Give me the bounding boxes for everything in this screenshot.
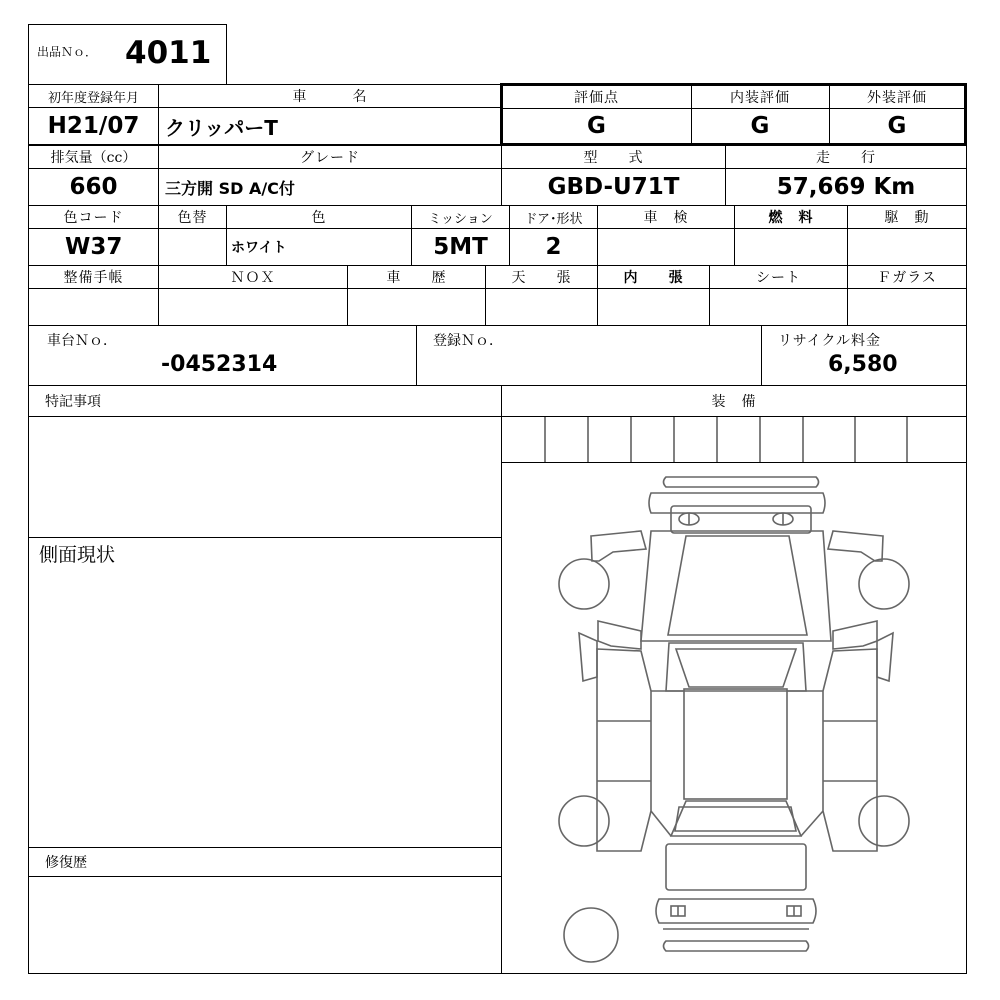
model-label: 型 式 <box>583 150 644 166</box>
seat-value-cell <box>709 288 848 326</box>
repair-history-label: 修復歴 <box>45 855 87 871</box>
inspection-label-cell <box>597 205 735 229</box>
displacement-value: 660 <box>69 174 118 200</box>
sunroof-label-cell <box>485 265 598 289</box>
drive-value <box>848 229 966 265</box>
door-label-cell <box>509 205 598 229</box>
exterior-value-cell <box>829 108 965 144</box>
first-reg-value: H21/07 <box>47 113 140 139</box>
interior-label: 内装評価 <box>730 89 790 106</box>
grade-label: グレード <box>300 150 360 166</box>
color-label-cell <box>226 205 412 229</box>
equipment-label-cell <box>501 385 967 417</box>
color-code-value: W37 <box>65 234 123 260</box>
car-name-value: クリッパーT <box>165 115 278 140</box>
color-code-label: 色コード <box>63 210 124 226</box>
model-value-cell <box>501 168 726 206</box>
score-value: G <box>587 113 606 139</box>
color-change-value <box>159 229 226 265</box>
special-notes-label-cell <box>28 385 502 417</box>
lot-number-label: 出品Ｎｏ． <box>37 45 98 59</box>
displacement-label: 排気量（cc） <box>50 150 137 166</box>
first-reg-label: 初年度登録年月 <box>47 90 139 106</box>
mileage-label-cell <box>725 145 967 169</box>
reg-no-label: 登録Ｎｏ． <box>433 333 503 349</box>
chassis-cell <box>28 325 417 386</box>
color-code-value-cell <box>28 228 159 266</box>
history-label: 車 歴 <box>386 270 447 286</box>
lining-label-cell <box>597 265 710 289</box>
equipment-grid <box>502 417 967 463</box>
car-name-label-cell <box>158 84 502 108</box>
displacement-label-cell <box>28 145 159 169</box>
nox-label: ＮＯＸ <box>230 270 276 286</box>
repair-history-area <box>28 876 502 974</box>
door-value-cell <box>509 228 598 266</box>
exterior-label: 外装評価 <box>867 89 927 106</box>
maintenance-label-cell <box>28 265 159 289</box>
recycle-cell <box>761 325 967 386</box>
inspection-value-cell <box>597 228 735 266</box>
fuel-label: 燃 料 <box>768 210 814 226</box>
mileage-value: 57,669 Km <box>776 174 916 200</box>
seat-label: シート <box>756 270 801 286</box>
score-label: 評価点 <box>574 89 619 106</box>
recycle-label: リサイクル料金 <box>778 333 882 349</box>
color-value-cell <box>226 228 412 266</box>
side-condition-area <box>28 537 502 848</box>
displacement-value-cell <box>28 168 159 206</box>
inspection-value <box>598 229 734 265</box>
car-name-label: 車 名 <box>292 89 368 105</box>
recycle-value: 6,580 <box>828 352 898 377</box>
color-change-label: 色替 <box>177 210 208 226</box>
chassis-value: -0452314 <box>161 352 278 377</box>
mission-label-cell <box>411 205 510 229</box>
color-code-label-cell <box>28 205 159 229</box>
lining-label: 内 張 <box>623 270 684 286</box>
color-change-label-cell <box>158 205 227 229</box>
lot-number: 4011 <box>125 35 212 71</box>
car-diagram <box>502 463 967 974</box>
interior-value: G <box>750 113 770 139</box>
drive-label: 駆 動 <box>884 210 930 226</box>
drive-value-cell <box>847 228 967 266</box>
drive-label-cell <box>847 205 967 229</box>
car-name-value-cell <box>158 107 502 145</box>
color-label: 色 <box>311 210 327 226</box>
equipment-label: 装 備 <box>711 394 757 410</box>
fuel-label-cell <box>734 205 848 229</box>
repair-history-label-cell <box>28 847 502 877</box>
mission-value: 5MT <box>433 234 488 260</box>
glass-label: Ｆガラス <box>877 270 937 286</box>
glass-label-cell <box>847 265 967 289</box>
lot-number-box <box>28 24 227 85</box>
model-value: GBD-U71T <box>547 174 680 200</box>
reg-no-cell <box>416 325 762 386</box>
seat-label-cell <box>709 265 848 289</box>
fuel-value-cell <box>734 228 848 266</box>
sunroof-value-cell <box>485 288 598 326</box>
interior-value-cell <box>691 108 830 144</box>
grade-label-cell <box>158 145 502 169</box>
grade-value: 三方開 SD A/C付 <box>165 178 295 198</box>
inspection-label: 車 検 <box>643 210 689 226</box>
grade-value-cell <box>158 168 502 206</box>
special-notes-area <box>28 416 502 538</box>
mileage-value-cell <box>725 168 967 206</box>
mileage-label: 走 行 <box>816 150 876 166</box>
mission-value-cell <box>411 228 510 266</box>
exterior-label-cell <box>829 85 965 109</box>
color-value: ホワイト <box>231 240 287 256</box>
special-notes-label: 特記事項 <box>45 394 101 410</box>
lining-value-cell <box>597 288 710 326</box>
equipment-checkboxes <box>501 416 967 463</box>
mission-label: ミッション <box>428 211 493 227</box>
model-label-cell <box>501 145 726 169</box>
maintenance-label: 整備手帳 <box>63 270 124 286</box>
score-label-cell <box>502 85 692 109</box>
nox-label-cell <box>158 265 348 289</box>
first-reg-value-cell <box>28 107 159 145</box>
interior-label-cell <box>691 85 830 109</box>
first-reg-label-cell <box>28 84 159 108</box>
exterior-value: G <box>887 113 907 139</box>
score-value-cell <box>502 108 692 144</box>
chassis-label: 車台Ｎｏ． <box>47 333 117 349</box>
history-label-cell <box>347 265 486 289</box>
car-diagram-area <box>501 462 967 974</box>
fuel-value <box>735 229 847 265</box>
door-label: ドア･形状 <box>524 211 583 227</box>
nox-value-cell <box>158 288 348 326</box>
side-condition-label: 側面現状 <box>39 544 116 566</box>
color-change-value-cell <box>158 228 227 266</box>
door-value: 2 <box>545 234 562 260</box>
glass-value-cell <box>847 288 967 326</box>
maintenance-value-cell <box>28 288 159 326</box>
sunroof-label: 天 張 <box>511 270 572 286</box>
history-value-cell <box>347 288 486 326</box>
